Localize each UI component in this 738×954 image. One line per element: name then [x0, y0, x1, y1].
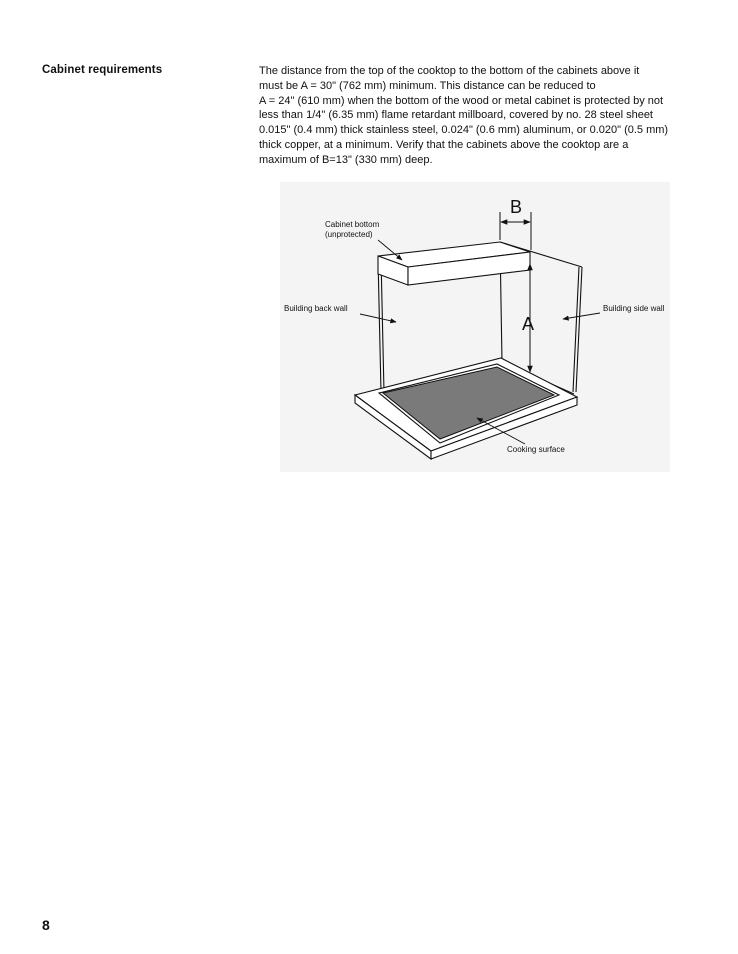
- back-wall-left-edge: [378, 258, 381, 392]
- arrow-back-wall: [360, 314, 396, 322]
- body-line: The distance from the top of the cooktop to the bottom of the cabinets above it: [259, 65, 640, 77]
- body-line: maximum of B=13" (330 mm) deep.: [259, 153, 433, 166]
- cabinet-diagram: [280, 182, 670, 472]
- dimension-a-label: A: [522, 314, 535, 334]
- label-back-wall: Building back wall: [284, 304, 348, 313]
- side-wall-right-edge: [576, 267, 582, 392]
- label-unprotected: (unprotected): [325, 230, 373, 239]
- label-side-wall: Building side wall: [603, 304, 665, 313]
- body-line: A = 24" (610 mm) when the bottom of the wood or metal cabinet is protected by not: [259, 94, 664, 107]
- back-wall-left-edge-inner: [381, 258, 384, 392]
- body-line: 0.015" (0.4 mm) thick stainless steel, 0.024" (0.6 mm) aluminum, or 0.020" (0.5 mm): [259, 124, 669, 137]
- label-cooking-surface: Cooking surface: [507, 445, 565, 454]
- cabinet-clearance-figure: [280, 182, 670, 472]
- arrow-side-wall: [563, 313, 600, 319]
- section-heading: Cabinet requirements: [42, 64, 163, 76]
- cabinet-box: [378, 242, 530, 285]
- label-cabinet-bottom: Cabinet bottom: [325, 220, 380, 229]
- body-line: thick copper, at a minimum. Verify that the cabinets above the cooktop are a: [259, 138, 629, 151]
- page-number: 8: [42, 917, 50, 933]
- dimension-b-label: B: [510, 197, 523, 217]
- body-line: less than 1/4" (6.35 mm) flame retardant millboard, covered by no. 28 steel sheet: [259, 109, 653, 122]
- body-line: must be A = 30" (762 mm) minimum. This distance can be reduced to: [259, 79, 596, 92]
- body-paragraph: [259, 64, 699, 168]
- side-wall-right-edge-inner: [573, 267, 579, 392]
